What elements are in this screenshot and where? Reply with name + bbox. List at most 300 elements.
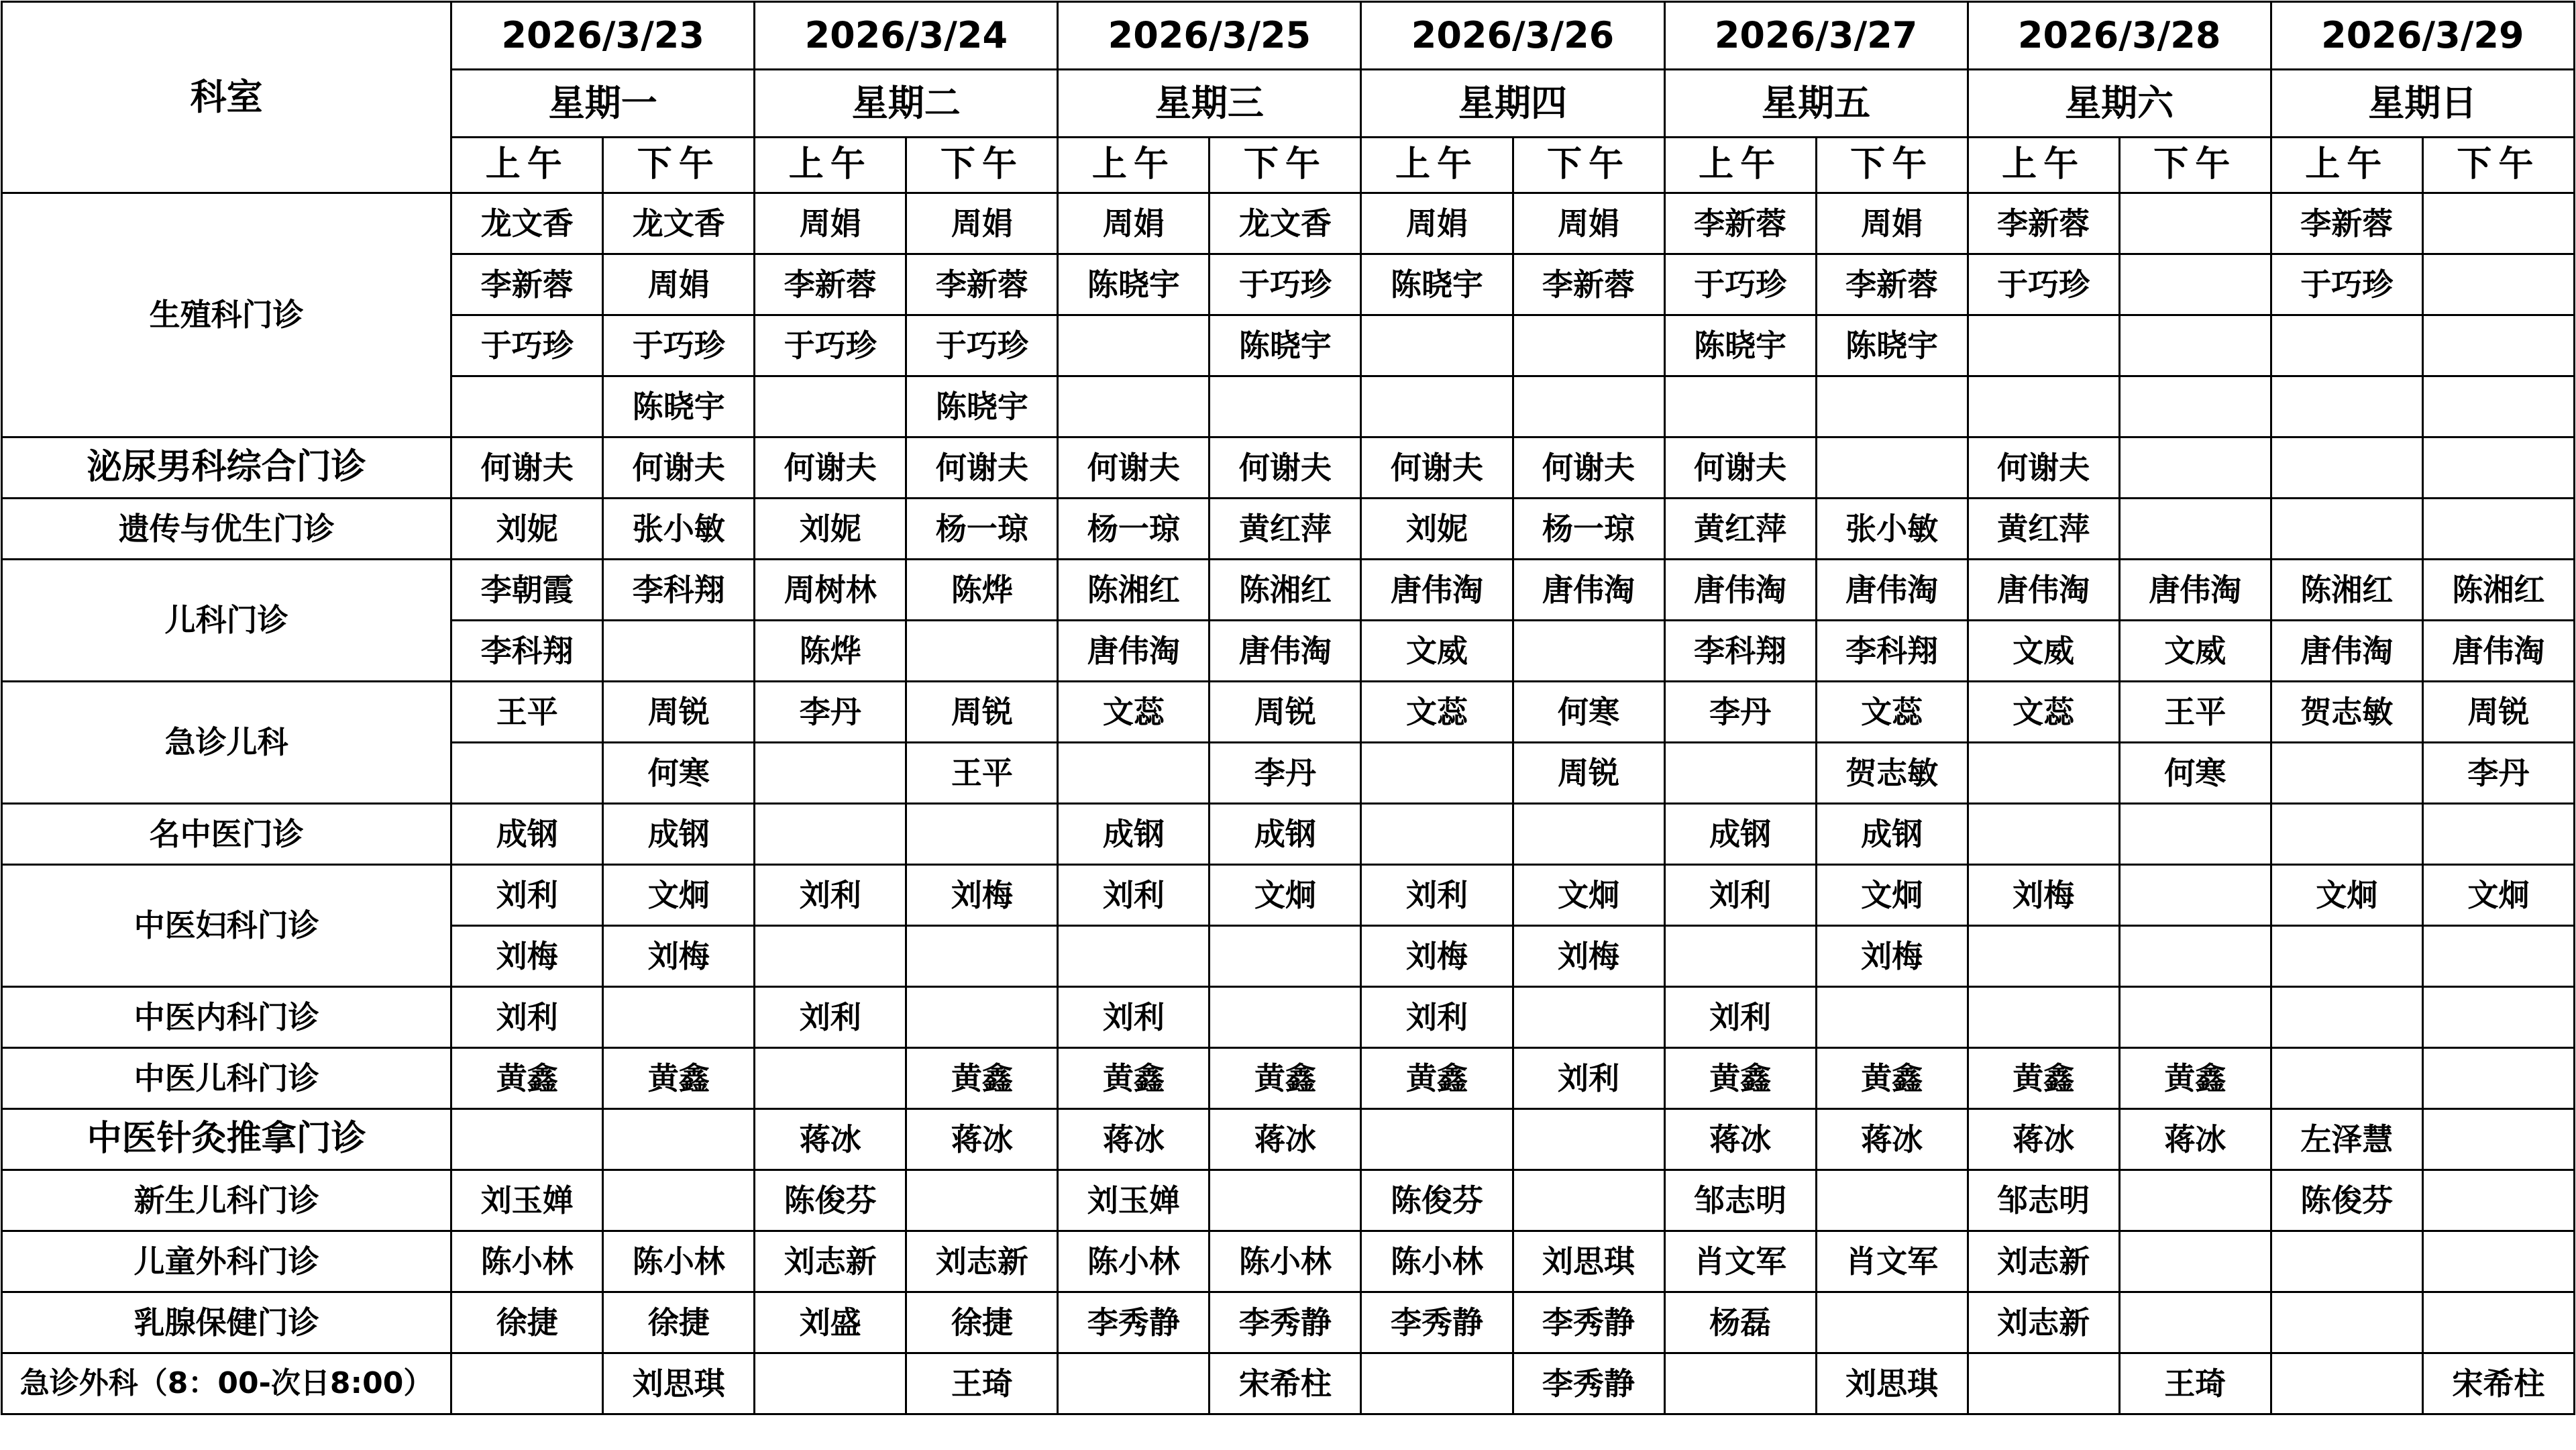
doctor-cell: 周娟 xyxy=(1816,193,1968,254)
doctor-cell: 陈俊芬 xyxy=(755,1170,906,1231)
doctor-cell: 陈小林 xyxy=(1058,1231,1210,1292)
doctor-cell: 周锐 xyxy=(603,682,755,743)
department-name: 儿童外科门诊 xyxy=(2,1231,451,1292)
doctor-cell: 杨一琼 xyxy=(1513,499,1664,560)
doctor-cell: 李朝霞 xyxy=(451,560,603,621)
doctor-cell xyxy=(1210,1170,1361,1231)
table-row xyxy=(2,1048,2575,1109)
doctor-cell xyxy=(1210,376,1361,437)
doctor-cell: 徐捷 xyxy=(603,1292,755,1353)
doctor-cell: 李丹 xyxy=(1664,682,1816,743)
doctor-cell: 李新蓉 xyxy=(1968,193,2119,254)
doctor-cell: 王琦 xyxy=(2119,1353,2271,1414)
doctor-cell: 徐捷 xyxy=(906,1292,1058,1353)
doctor-cell: 李秀静 xyxy=(1058,1292,1210,1353)
doctor-cell xyxy=(906,926,1058,987)
doctor-cell: 刘思琪 xyxy=(1513,1231,1664,1292)
doctor-cell: 陈俊芬 xyxy=(1361,1170,1513,1231)
doctor-cell: 于巧珍 xyxy=(906,315,1058,376)
doctor-cell: 黄鑫 xyxy=(603,1048,755,1109)
doctor-cell: 成钢 xyxy=(451,804,603,865)
doctor-cell xyxy=(1513,804,1664,865)
doctor-cell xyxy=(2422,499,2574,560)
doctor-cell xyxy=(2422,987,2574,1048)
doctor-cell: 刘盛 xyxy=(755,1292,906,1353)
doctor-cell: 何寒 xyxy=(1513,682,1664,743)
doctor-cell: 蒋冰 xyxy=(1058,1109,1210,1170)
doctor-cell: 成钢 xyxy=(1816,804,1968,865)
doctor-cell: 刘梅 xyxy=(1968,865,2119,926)
doctor-cell xyxy=(2119,193,2271,254)
doctor-cell xyxy=(2271,1231,2422,1292)
doctor-cell: 周娟 xyxy=(755,193,906,254)
doctor-cell: 刘梅 xyxy=(451,926,603,987)
table-row xyxy=(2,499,2575,560)
doctor-cell: 李新蓉 xyxy=(1664,193,1816,254)
doctor-cell: 文炯 xyxy=(2422,865,2574,926)
doctor-cell: 唐伟淘 xyxy=(1664,560,1816,621)
department-name: 中医妇科门诊 xyxy=(2,865,451,987)
doctor-cell: 陈晓宇 xyxy=(1361,254,1513,315)
doctor-cell: 李科翔 xyxy=(451,621,603,682)
doctor-cell xyxy=(755,804,906,865)
doctor-cell: 王平 xyxy=(451,682,603,743)
doctor-cell: 刘利 xyxy=(1664,987,1816,1048)
doctor-cell: 刘志新 xyxy=(906,1231,1058,1292)
department-name: 中医内科门诊 xyxy=(2,987,451,1048)
department-name: 生殖科门诊 xyxy=(2,193,451,437)
doctor-cell: 文蕊 xyxy=(1058,682,1210,743)
doctor-cell: 肖文军 xyxy=(1816,1231,1968,1292)
doctor-cell: 何谢夫 xyxy=(1210,437,1361,499)
doctor-cell: 李新蓉 xyxy=(906,254,1058,315)
doctor-cell: 陈晓宇 xyxy=(1058,254,1210,315)
table-row xyxy=(2,804,2575,865)
doctor-cell: 成钢 xyxy=(1664,804,1816,865)
doctor-cell: 李新蓉 xyxy=(755,254,906,315)
doctor-cell xyxy=(2422,926,2574,987)
doctor-cell: 刘利 xyxy=(1361,865,1513,926)
doctor-cell: 肖文军 xyxy=(1664,1231,1816,1292)
department-name: 新生儿科门诊 xyxy=(2,1170,451,1231)
doctor-cell xyxy=(2271,987,2422,1048)
department-name: 中医针灸推拿门诊 xyxy=(2,1109,451,1170)
doctor-cell: 黄鑫 xyxy=(1816,1048,1968,1109)
weekday-header: 星期日 xyxy=(2271,70,2574,138)
doctor-cell: 陈晓宇 xyxy=(603,376,755,437)
doctor-cell: 蒋冰 xyxy=(1664,1109,1816,1170)
doctor-cell: 龙文香 xyxy=(1210,193,1361,254)
doctor-cell: 文炯 xyxy=(1513,865,1664,926)
doctor-cell xyxy=(1361,804,1513,865)
doctor-cell: 文威 xyxy=(2119,621,2271,682)
doctor-cell xyxy=(1361,1109,1513,1170)
pm-header: 下午 xyxy=(2119,138,2271,193)
doctor-cell xyxy=(1968,1353,2119,1414)
doctor-cell xyxy=(755,743,906,804)
doctor-cell xyxy=(755,926,906,987)
table-row xyxy=(2,1109,2575,1170)
doctor-cell xyxy=(755,1048,906,1109)
doctor-cell: 李新蓉 xyxy=(1513,254,1664,315)
doctor-cell: 黄鑫 xyxy=(1968,1048,2119,1109)
doctor-cell xyxy=(2271,743,2422,804)
doctor-cell xyxy=(1058,1353,1210,1414)
date-header: 2026/3/28 xyxy=(1968,2,2271,70)
doctor-cell xyxy=(1968,315,2119,376)
doctor-cell: 贺志敏 xyxy=(1816,743,1968,804)
doctor-cell: 杨一琼 xyxy=(906,499,1058,560)
doctor-cell: 周锐 xyxy=(1513,743,1664,804)
doctor-cell: 何谢夫 xyxy=(755,437,906,499)
doctor-cell: 于巧珍 xyxy=(1664,254,1816,315)
doctor-cell: 唐伟淘 xyxy=(2271,621,2422,682)
doctor-cell: 刘利 xyxy=(451,987,603,1048)
doctor-cell: 黄鑫 xyxy=(1664,1048,1816,1109)
doctor-cell: 李丹 xyxy=(1210,743,1361,804)
doctor-cell: 黄鑫 xyxy=(906,1048,1058,1109)
doctor-cell: 文炯 xyxy=(1816,865,1968,926)
doctor-cell: 李秀静 xyxy=(1361,1292,1513,1353)
doctor-cell xyxy=(451,1353,603,1414)
doctor-cell: 刘利 xyxy=(1058,865,1210,926)
table-row xyxy=(2,682,2575,743)
doctor-cell: 龙文香 xyxy=(603,193,755,254)
doctor-cell: 何寒 xyxy=(2119,743,2271,804)
doctor-cell xyxy=(2422,1109,2574,1170)
doctor-cell xyxy=(603,987,755,1048)
doctor-cell xyxy=(1058,743,1210,804)
doctor-cell xyxy=(1058,315,1210,376)
doctor-cell: 于巧珍 xyxy=(603,315,755,376)
doctor-cell: 陈烨 xyxy=(906,560,1058,621)
doctor-cell xyxy=(451,376,603,437)
doctor-cell xyxy=(2422,437,2574,499)
doctor-cell: 刘梅 xyxy=(1513,926,1664,987)
doctor-cell: 文威 xyxy=(1361,621,1513,682)
doctor-cell xyxy=(1968,376,2119,437)
doctor-cell xyxy=(2119,804,2271,865)
table-row xyxy=(2,560,2575,621)
doctor-cell: 刘利 xyxy=(451,865,603,926)
doctor-cell: 何谢夫 xyxy=(603,437,755,499)
doctor-cell xyxy=(2422,376,2574,437)
doctor-cell: 刘志新 xyxy=(1968,1231,2119,1292)
table-row xyxy=(2,1231,2575,1292)
doctor-cell xyxy=(2119,315,2271,376)
doctor-cell: 蒋冰 xyxy=(2119,1109,2271,1170)
doctor-cell: 周锐 xyxy=(2422,682,2574,743)
doctor-cell: 何谢夫 xyxy=(1968,437,2119,499)
doctor-cell xyxy=(1664,376,1816,437)
am-header: 上午 xyxy=(1664,138,1816,193)
doctor-cell xyxy=(1816,376,1968,437)
doctor-cell: 李新蓉 xyxy=(451,254,603,315)
doctor-cell xyxy=(1210,926,1361,987)
doctor-cell: 王琦 xyxy=(906,1353,1058,1414)
doctor-cell xyxy=(1513,315,1664,376)
doctor-cell xyxy=(906,987,1058,1048)
doctor-cell: 陈小林 xyxy=(1361,1231,1513,1292)
doctor-cell: 刘志新 xyxy=(755,1231,906,1292)
doctor-cell xyxy=(1210,987,1361,1048)
doctor-cell xyxy=(1968,743,2119,804)
doctor-cell: 陈小林 xyxy=(1210,1231,1361,1292)
doctor-cell: 唐伟淘 xyxy=(2422,621,2574,682)
doctor-cell: 张小敏 xyxy=(603,499,755,560)
doctor-cell xyxy=(1361,1353,1513,1414)
doctor-cell: 刘玉婵 xyxy=(1058,1170,1210,1231)
doctor-cell xyxy=(2119,865,2271,926)
table-row xyxy=(2,437,2575,499)
doctor-cell xyxy=(2271,376,2422,437)
doctor-cell: 李新蓉 xyxy=(2271,193,2422,254)
doctor-cell xyxy=(906,804,1058,865)
dept-column-header: 科室 xyxy=(2,2,451,193)
doctor-cell: 刘妮 xyxy=(451,499,603,560)
doctor-cell: 刘妮 xyxy=(1361,499,1513,560)
weekday-header: 星期六 xyxy=(1968,70,2271,138)
table-row xyxy=(2,987,2575,1048)
department-name: 泌尿男科综合门诊 xyxy=(2,437,451,499)
doctor-cell: 唐伟淘 xyxy=(1816,560,1968,621)
doctor-cell: 蒋冰 xyxy=(1816,1109,1968,1170)
table-row xyxy=(2,193,2575,254)
doctor-cell: 刘梅 xyxy=(603,926,755,987)
weekday-header: 星期二 xyxy=(755,70,1058,138)
doctor-cell: 周娟 xyxy=(1513,193,1664,254)
doctor-cell: 蒋冰 xyxy=(906,1109,1058,1170)
doctor-cell: 陈晓宇 xyxy=(906,376,1058,437)
doctor-cell: 左泽慧 xyxy=(2271,1109,2422,1170)
doctor-cell: 邹志明 xyxy=(1664,1170,1816,1231)
doctor-cell xyxy=(2271,804,2422,865)
doctor-cell: 唐伟淘 xyxy=(1058,621,1210,682)
doctor-cell xyxy=(2119,1292,2271,1353)
doctor-cell xyxy=(2271,499,2422,560)
doctor-cell xyxy=(2119,926,2271,987)
department-name: 急诊外科（8：00-次日8:00） xyxy=(2,1353,451,1414)
pm-header: 下午 xyxy=(1210,138,1361,193)
doctor-cell: 李科翔 xyxy=(603,560,755,621)
doctor-cell: 陈湘红 xyxy=(1058,560,1210,621)
doctor-cell xyxy=(2422,193,2574,254)
doctor-cell: 陈湘红 xyxy=(2271,560,2422,621)
doctor-cell xyxy=(2271,926,2422,987)
doctor-cell: 刘志新 xyxy=(1968,1292,2119,1353)
doctor-cell: 蒋冰 xyxy=(755,1109,906,1170)
doctor-cell xyxy=(755,376,906,437)
department-name: 儿科门诊 xyxy=(2,560,451,682)
doctor-cell: 刘利 xyxy=(1058,987,1210,1048)
doctor-cell xyxy=(1513,987,1664,1048)
doctor-cell xyxy=(603,621,755,682)
doctor-cell: 邹志明 xyxy=(1968,1170,2119,1231)
doctor-cell xyxy=(1664,926,1816,987)
table-row xyxy=(2,1292,2575,1353)
doctor-cell xyxy=(451,743,603,804)
am-header: 上午 xyxy=(1361,138,1513,193)
doctor-cell: 何寒 xyxy=(603,743,755,804)
doctor-cell: 黄鑫 xyxy=(451,1048,603,1109)
doctor-cell: 刘利 xyxy=(755,987,906,1048)
weekday-header: 星期五 xyxy=(1664,70,1968,138)
doctor-cell xyxy=(451,1109,603,1170)
doctor-cell xyxy=(603,1109,755,1170)
doctor-cell xyxy=(906,621,1058,682)
doctor-cell xyxy=(2271,437,2422,499)
weekday-header: 星期三 xyxy=(1058,70,1361,138)
doctor-cell: 李秀静 xyxy=(1210,1292,1361,1353)
doctor-cell: 王平 xyxy=(2119,682,2271,743)
doctor-cell xyxy=(906,1170,1058,1231)
doctor-cell: 王平 xyxy=(906,743,1058,804)
doctor-cell xyxy=(1816,1170,1968,1231)
doctor-cell: 成钢 xyxy=(603,804,755,865)
doctor-cell: 周树林 xyxy=(755,560,906,621)
doctor-cell: 何谢夫 xyxy=(1513,437,1664,499)
doctor-cell: 李丹 xyxy=(2422,743,2574,804)
doctor-cell: 黄红萍 xyxy=(1664,499,1816,560)
doctor-cell xyxy=(2422,254,2574,315)
date-header: 2026/3/29 xyxy=(2271,2,2574,70)
doctor-cell xyxy=(2271,1048,2422,1109)
doctor-cell: 李丹 xyxy=(755,682,906,743)
doctor-cell: 黄红萍 xyxy=(1210,499,1361,560)
doctor-cell xyxy=(1513,376,1664,437)
doctor-cell xyxy=(2422,1170,2574,1231)
doctor-cell: 陈小林 xyxy=(603,1231,755,1292)
pm-header: 下午 xyxy=(603,138,755,193)
doctor-cell: 刘利 xyxy=(755,865,906,926)
doctor-cell: 黄鑫 xyxy=(1361,1048,1513,1109)
doctor-cell: 唐伟淘 xyxy=(2119,560,2271,621)
doctor-cell: 刘思琪 xyxy=(1816,1353,1968,1414)
doctor-cell: 刘妮 xyxy=(755,499,906,560)
doctor-cell: 刘利 xyxy=(1513,1048,1664,1109)
doctor-cell: 李科翔 xyxy=(1816,621,1968,682)
doctor-cell: 杨一琼 xyxy=(1058,499,1210,560)
doctor-cell: 文蕊 xyxy=(1361,682,1513,743)
doctor-cell: 刘利 xyxy=(1361,987,1513,1048)
date-row xyxy=(2,2,2575,70)
doctor-cell: 李科翔 xyxy=(1664,621,1816,682)
doctor-cell: 文蕊 xyxy=(1816,682,1968,743)
doctor-cell: 成钢 xyxy=(1210,804,1361,865)
doctor-cell xyxy=(1361,376,1513,437)
doctor-cell: 刘思琪 xyxy=(603,1353,755,1414)
doctor-cell: 陈俊芬 xyxy=(2271,1170,2422,1231)
doctor-cell: 贺志敏 xyxy=(2271,682,2422,743)
am-header: 上午 xyxy=(451,138,603,193)
doctor-cell xyxy=(1816,1292,1968,1353)
doctor-cell xyxy=(2119,1170,2271,1231)
doctor-cell: 陈晓宇 xyxy=(1664,315,1816,376)
weekday-header: 星期一 xyxy=(451,70,755,138)
doctor-cell: 徐捷 xyxy=(451,1292,603,1353)
table-row xyxy=(2,1353,2575,1414)
doctor-cell: 唐伟淘 xyxy=(1968,560,2119,621)
doctor-cell: 文炯 xyxy=(603,865,755,926)
doctor-cell: 于巧珍 xyxy=(2271,254,2422,315)
doctor-cell xyxy=(2271,1353,2422,1414)
doctor-cell: 周娟 xyxy=(1361,193,1513,254)
doctor-cell: 黄红萍 xyxy=(1968,499,2119,560)
doctor-cell: 张小敏 xyxy=(1816,499,1968,560)
am-header: 上午 xyxy=(2271,138,2422,193)
am-header: 上午 xyxy=(1968,138,2119,193)
duty-schedule-table xyxy=(1,1,2575,1415)
am-header: 上午 xyxy=(1058,138,1210,193)
weekday-header: 星期四 xyxy=(1361,70,1664,138)
doctor-cell: 周娟 xyxy=(603,254,755,315)
doctor-cell xyxy=(2119,987,2271,1048)
department-name: 急诊儿科 xyxy=(2,682,451,804)
doctor-cell: 陈晓宇 xyxy=(1816,315,1968,376)
doctor-cell xyxy=(2422,804,2574,865)
doctor-cell xyxy=(1664,743,1816,804)
doctor-cell xyxy=(2119,437,2271,499)
doctor-cell xyxy=(1816,987,1968,1048)
doctor-cell xyxy=(2422,1048,2574,1109)
doctor-cell: 陈晓宇 xyxy=(1210,315,1361,376)
department-name: 乳腺保健门诊 xyxy=(2,1292,451,1353)
doctor-cell: 周娟 xyxy=(1058,193,1210,254)
pm-header: 下午 xyxy=(906,138,1058,193)
doctor-cell: 于巧珍 xyxy=(451,315,603,376)
doctor-cell: 刘玉婵 xyxy=(451,1170,603,1231)
doctor-cell: 陈湘红 xyxy=(1210,560,1361,621)
doctor-cell: 黄鑫 xyxy=(1210,1048,1361,1109)
doctor-cell xyxy=(1664,1353,1816,1414)
doctor-cell: 刘梅 xyxy=(906,865,1058,926)
doctor-cell xyxy=(1058,376,1210,437)
doctor-cell: 黄鑫 xyxy=(1058,1048,1210,1109)
doctor-cell: 文炯 xyxy=(2271,865,2422,926)
doctor-cell xyxy=(1058,926,1210,987)
doctor-cell: 李秀静 xyxy=(1513,1353,1664,1414)
doctor-cell: 文炯 xyxy=(1210,865,1361,926)
doctor-cell: 黄鑫 xyxy=(2119,1048,2271,1109)
doctor-cell xyxy=(1513,1170,1664,1231)
doctor-cell xyxy=(1968,926,2119,987)
doctor-cell: 周锐 xyxy=(906,682,1058,743)
doctor-cell: 刘利 xyxy=(1664,865,1816,926)
doctor-cell: 唐伟淘 xyxy=(1513,560,1664,621)
doctor-cell: 宋希柱 xyxy=(2422,1353,2574,1414)
doctor-cell: 成钢 xyxy=(1058,804,1210,865)
doctor-cell: 蒋冰 xyxy=(1210,1109,1361,1170)
doctor-cell xyxy=(1513,1109,1664,1170)
doctor-cell: 蒋冰 xyxy=(1968,1109,2119,1170)
doctor-cell: 刘梅 xyxy=(1361,926,1513,987)
doctor-cell xyxy=(1816,437,1968,499)
doctor-cell xyxy=(2422,315,2574,376)
department-name: 中医儿科门诊 xyxy=(2,1048,451,1109)
doctor-cell: 文威 xyxy=(1968,621,2119,682)
doctor-cell: 何谢夫 xyxy=(1058,437,1210,499)
doctor-cell: 何谢夫 xyxy=(451,437,603,499)
doctor-cell xyxy=(1968,804,2119,865)
table-row xyxy=(2,865,2575,926)
doctor-cell: 于巧珍 xyxy=(755,315,906,376)
doctor-cell xyxy=(1513,621,1664,682)
doctor-cell xyxy=(2119,254,2271,315)
pm-header: 下午 xyxy=(2422,138,2574,193)
date-header: 2026/3/25 xyxy=(1058,2,1361,70)
doctor-cell: 李秀静 xyxy=(1513,1292,1664,1353)
doctor-cell: 唐伟淘 xyxy=(1361,560,1513,621)
